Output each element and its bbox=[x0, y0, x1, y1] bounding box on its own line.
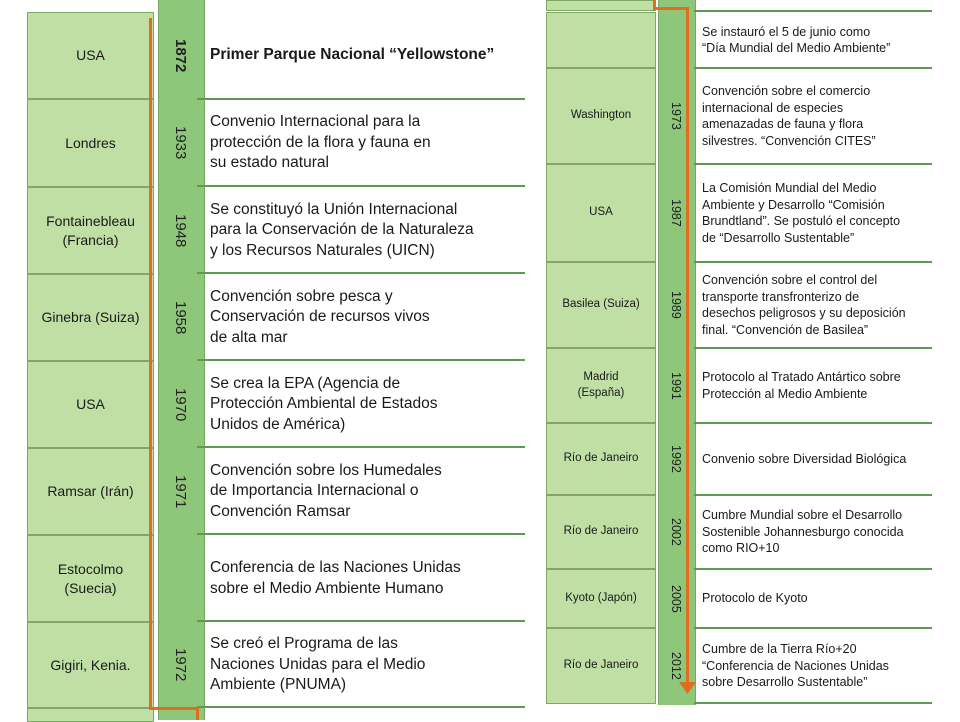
location-cell: Río de Janeiro bbox=[546, 628, 656, 704]
location-cell bbox=[546, 0, 656, 11]
year-label: 1973 bbox=[669, 102, 683, 130]
event-description: Primer Parque Nacional “Yellowstone” bbox=[210, 46, 495, 64]
year-label bbox=[158, 535, 203, 622]
location-cell: USA bbox=[27, 12, 154, 99]
location-cell: Gigiri, Kenia. bbox=[27, 622, 154, 708]
timeline-right-panel bbox=[546, 0, 932, 705]
location-cell: Madrid (España) bbox=[546, 348, 656, 423]
year-label: 1987 bbox=[669, 199, 683, 227]
event-description: Protocolo de Kyoto bbox=[702, 591, 808, 606]
location-cell bbox=[546, 12, 656, 68]
timeline-arrow-icon bbox=[679, 682, 696, 694]
event-description: Convenio Internacional para la protección de la flora y fauna en su estado natural bbox=[210, 113, 431, 172]
location-cell: Fontainebleau (Francia) bbox=[27, 187, 154, 274]
event-description: Convención sobre pesca y Conservación de recursos vivos de alta mar bbox=[210, 287, 430, 346]
year-label: 1991 bbox=[669, 371, 683, 400]
event-description: La Comisión Mundial del Medio Ambiente y Desarrollo “Comisión Brundtland”. Se postuló el concepto de “Desarrollo Sustentable” bbox=[702, 181, 901, 245]
year-label: 1958 bbox=[172, 300, 189, 335]
location-cell: Río de Janeiro bbox=[546, 423, 656, 495]
event-description: Se crea la EPA (Agencia de Protección Ambiental de Estados Unidos de América) bbox=[210, 374, 438, 433]
location-cell: Kyoto (Japón) bbox=[546, 569, 656, 628]
location-cell: USA bbox=[27, 361, 154, 448]
row-separator bbox=[694, 702, 932, 704]
event-description: Se creó el Programa de las Naciones Unidas para el Medio Ambiente (PNUMA) bbox=[210, 635, 426, 694]
timeline-line-connector bbox=[653, 7, 689, 10]
event-description: Cumbre de la Tierra Río+20 “Conferencia de Naciones Unidas sobre Desarrollo Sustentable” bbox=[702, 642, 889, 690]
location-cell: USA bbox=[546, 164, 656, 262]
event-description: Conferencia de las Naciones Unidas sobre el Medio Ambiente Humano bbox=[210, 558, 461, 597]
timeline-left-panel bbox=[27, 0, 525, 720]
year-label: 1992 bbox=[669, 445, 683, 473]
year-label: 1933 bbox=[172, 126, 189, 160]
year-label: 1970 bbox=[172, 387, 189, 422]
year-label: 2005 bbox=[669, 584, 683, 613]
year-label: 1872 bbox=[172, 38, 189, 73]
year-label: 1972 bbox=[172, 648, 189, 682]
location-cell: Londres bbox=[27, 99, 154, 187]
event-description: Se instauró el 5 de junio como “Día Mundial del Medio Ambiente” bbox=[702, 24, 891, 55]
timeline-line bbox=[149, 18, 152, 710]
event-description: Cumbre Mundial sobre el Desarrollo Sostenible Johannesburgo conocida como RIO+10 bbox=[702, 508, 904, 556]
location-cell: Ginebra (Suiza) bbox=[27, 274, 154, 361]
location-cell: Washington bbox=[546, 68, 656, 164]
year-label: 2012 bbox=[669, 652, 683, 680]
year-label: 2002 bbox=[669, 518, 683, 546]
year-label: 1989 bbox=[669, 291, 683, 319]
location-cell: Río de Janeiro bbox=[546, 495, 656, 569]
event-description: Convención sobre los Humedales de Importancia Internacional o Convención Ramsar bbox=[210, 461, 442, 520]
year-label: 1971 bbox=[172, 474, 189, 509]
timeline-line-connector bbox=[196, 707, 199, 720]
year-label: 1948 bbox=[172, 213, 189, 248]
event-description: Se constituyó la Unión Internacional para la Conservación de la Naturaleza y los Recursos Naturales (UICN) bbox=[210, 200, 474, 259]
location-cell: Estocolmo (Suecia) bbox=[27, 535, 154, 622]
event-description: Protocolo al Tratado Antártico sobre Protección al Medio Ambiente bbox=[702, 370, 901, 401]
event-description: Convención sobre el comercio internacional de especies amenazadas de fauna y flora silvestres. “Convención CITES” bbox=[702, 84, 876, 148]
row-separator bbox=[197, 706, 525, 708]
timeline-line-connector bbox=[149, 707, 199, 710]
location-cell: Basilea (Suiza) bbox=[546, 262, 656, 348]
event-description: Convenio sobre Diversidad Biológica bbox=[702, 451, 907, 466]
timeline-line bbox=[686, 7, 689, 684]
event-description: Convención sobre el control del transporte transfronterizo de desechos peligrosos y su deposición final. “Convención de Basilea” bbox=[702, 273, 906, 337]
location-cell: Ramsar (Irán) bbox=[27, 448, 154, 535]
